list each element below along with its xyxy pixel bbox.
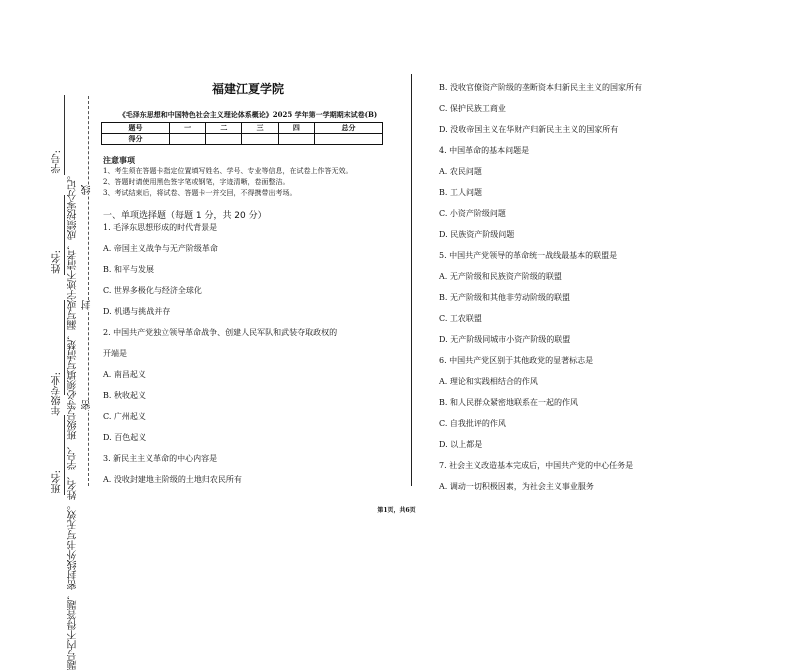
question-line: B. 和平与发展 [103, 265, 154, 274]
question-line: B. 没收官僚资产阶级的垄断资本归新民主主义的国家所有 [439, 83, 642, 92]
binding-instruction: 题号内不得答题，密封线外书写无效。姓名、学号、班级号等必须填写清楚，漏写或字迹不清者，成绩按零分记。 [68, 170, 79, 670]
score-header-cell: 总分 [314, 123, 382, 134]
question-line: 1. 毛泽东思想形成的时代背景是 [103, 223, 218, 232]
question-line: A. 理论和实践相结合的作风 [439, 377, 538, 386]
question-line: A. 农民问题 [439, 167, 482, 176]
question-line: 4. 中国革命的基本问题是 [439, 146, 530, 155]
score-header-cell: 题号 [102, 123, 170, 134]
name-underline [64, 195, 65, 275]
college-underline [64, 415, 65, 495]
label-student-id: 学号: [52, 150, 63, 174]
notice-title: 注意事项 [103, 156, 135, 165]
question-line: C. 保护民族工商业 [439, 104, 506, 113]
major-underline [64, 300, 65, 395]
score-row-label: 得分 [102, 134, 170, 145]
column-divider [411, 74, 412, 486]
score-header-cell: 二 [206, 123, 242, 134]
question-line: D. 民族资产阶级问题 [439, 230, 515, 239]
question-line: C. 自我批评的作风 [439, 419, 506, 428]
score-table-row [102, 134, 383, 145]
student-id-underline [64, 95, 65, 175]
question-line: B. 工人问题 [439, 188, 482, 197]
label-major: 年级专业: [52, 372, 63, 416]
question-line: 2. 中国共产党独立领导革命战争、创建人民军队和武装夺取政权的 [103, 328, 338, 337]
question-line: B. 无产阶级和其他非劳动阶级的联盟 [439, 293, 570, 302]
exam-title: 《毛泽东思想和中国特色社会主义理论体系概论》2025 学年第一学期期末试卷(B) [118, 110, 378, 119]
score-cell [314, 134, 382, 145]
score-cell [242, 134, 278, 145]
question-line: C. 广州起义 [103, 412, 146, 421]
question-line: A. 没收封建地主阶级的土地归农民所有 [103, 475, 242, 484]
question-line: C. 世界多极化与经济全球化 [103, 286, 202, 295]
question-line: 6. 中国共产党区别于其他政党的显著标志是 [439, 356, 594, 365]
score-table-header-row [102, 123, 383, 134]
question-line: A. 无产阶级和民族资产阶级的联盟 [439, 272, 562, 281]
question-line: 7. 社会主义改造基本完成后，中国共产党的中心任务是 [439, 461, 634, 470]
question-line: D. 没收帝国主义在华财产归新民主主义的国家所有 [439, 125, 619, 134]
question-line: 5. 中国共产党领导的革命统一战线最基本的联盟是 [439, 251, 618, 260]
question-line: A. 南昌起义 [103, 370, 146, 379]
question-line: A. 调动一切积极因素，为社会主义事业服务 [439, 482, 594, 491]
score-cell [278, 134, 314, 145]
question-line: B. 和人民群众紧密地联系在一起的作风 [439, 398, 578, 407]
question-line: C. 小资产阶级问题 [439, 209, 506, 218]
label-seal-dense: 密 [82, 400, 93, 410]
page-footer: 第1页，共6页 [377, 507, 416, 514]
school-name: 福建江夏学院 [211, 82, 284, 96]
question-line: B. 秋收起义 [103, 391, 146, 400]
question-line: C. 工农联盟 [439, 314, 482, 323]
label-seal-line: 封 [82, 300, 93, 310]
question-line: 开端是 [103, 349, 127, 358]
score-table [101, 122, 383, 145]
question-line: D. 机遇与挑战并存 [103, 307, 171, 316]
notice-item: 3、考试结束后，将试卷、答题卡一并交回，不得携带出考场。 [103, 189, 297, 197]
section-heading: 一、单项选择题（每题 1 分，共 20 分） [103, 211, 267, 221]
question-line: A. 帝国主义战争与无产阶级革命 [103, 244, 218, 253]
notice-item: 1、考生须在答题卡指定位置填写姓名、学号、专业等信息，在试卷上作答无效。 [103, 167, 353, 175]
notice-block [103, 155, 393, 199]
label-name: 姓名: [52, 250, 63, 274]
score-cell [206, 134, 242, 145]
label-dense-line: 线 [82, 185, 93, 195]
score-cell [169, 134, 205, 145]
question-line: D. 百色起义 [103, 433, 147, 442]
question-line: 3. 新民主主义革命的中心内容是 [103, 454, 218, 463]
notice-item: 2、答题时请使用黑色签字笔或钢笔，字迹清晰，卷面整洁。 [103, 178, 290, 186]
score-header-cell: 一 [169, 123, 205, 134]
score-header-cell: 四 [278, 123, 314, 134]
question-line: D. 以上都是 [439, 440, 483, 449]
binding-strip [0, 0, 100, 670]
label-college: 班名: [52, 470, 63, 494]
seal-dashed-line [88, 96, 89, 486]
left-column [103, 76, 393, 226]
score-header-cell: 三 [242, 123, 278, 134]
question-line: D. 无产阶级同城市小资产阶级的联盟 [439, 335, 571, 344]
